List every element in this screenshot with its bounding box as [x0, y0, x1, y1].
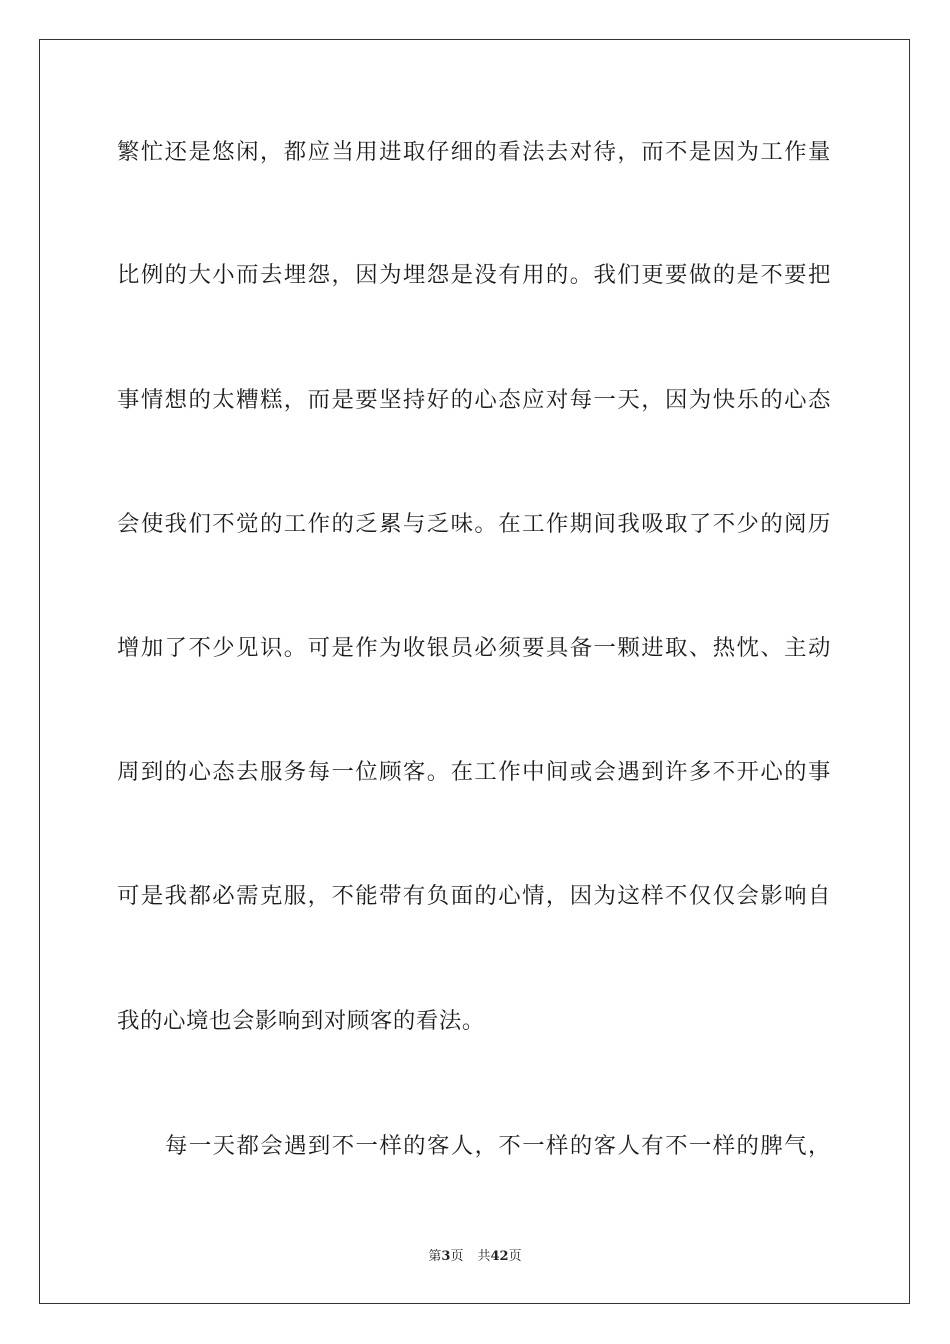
body-line-6: 周到的心态去服务每一位顾客。在工作中间或会遇到许多不开心的事 [117, 759, 831, 785]
page-suffix: 页 [450, 1249, 464, 1264]
page-border [39, 39, 910, 1304]
body-line-8: 我的心境也会影响到对顾客的看法。 [117, 1008, 485, 1034]
total-suffix: 页 [508, 1249, 522, 1264]
paragraph-start-line: 每一天都会遇到不一样的客人，不一样的客人有不一样的脾气， [165, 1133, 831, 1159]
body-line-4: 会使我们不觉的工作的乏累与乏味。在工作期间我吸取了不少的阅历 [117, 511, 831, 537]
body-line-2: 比例的大小而去埋怨，因为埋怨是没有用的。我们更要做的是不要把 [117, 262, 831, 288]
body-line-1: 繁忙还是悠闲，都应当用进取仔细的看法去对待，而不是因为工作量 [117, 139, 831, 165]
total-pages: 42 [490, 1249, 509, 1264]
body-line-3: 事情想的太糟糕，而是要坚持好的心态应对每一天，因为快乐的心态 [117, 387, 831, 413]
page-number: 3 [441, 1249, 451, 1264]
page-footer [0, 1249, 950, 1265]
body-line-5: 增加了不少见识。可是作为收银员必须要具备一颗进取、热忱、主动 [117, 635, 831, 661]
page-prefix: 第 [428, 1249, 442, 1264]
total-prefix: 共 [477, 1249, 491, 1264]
body-line-7: 可是我都必需克服，不能带有负面的心情，因为这样不仅仅会影响自 [117, 883, 831, 909]
